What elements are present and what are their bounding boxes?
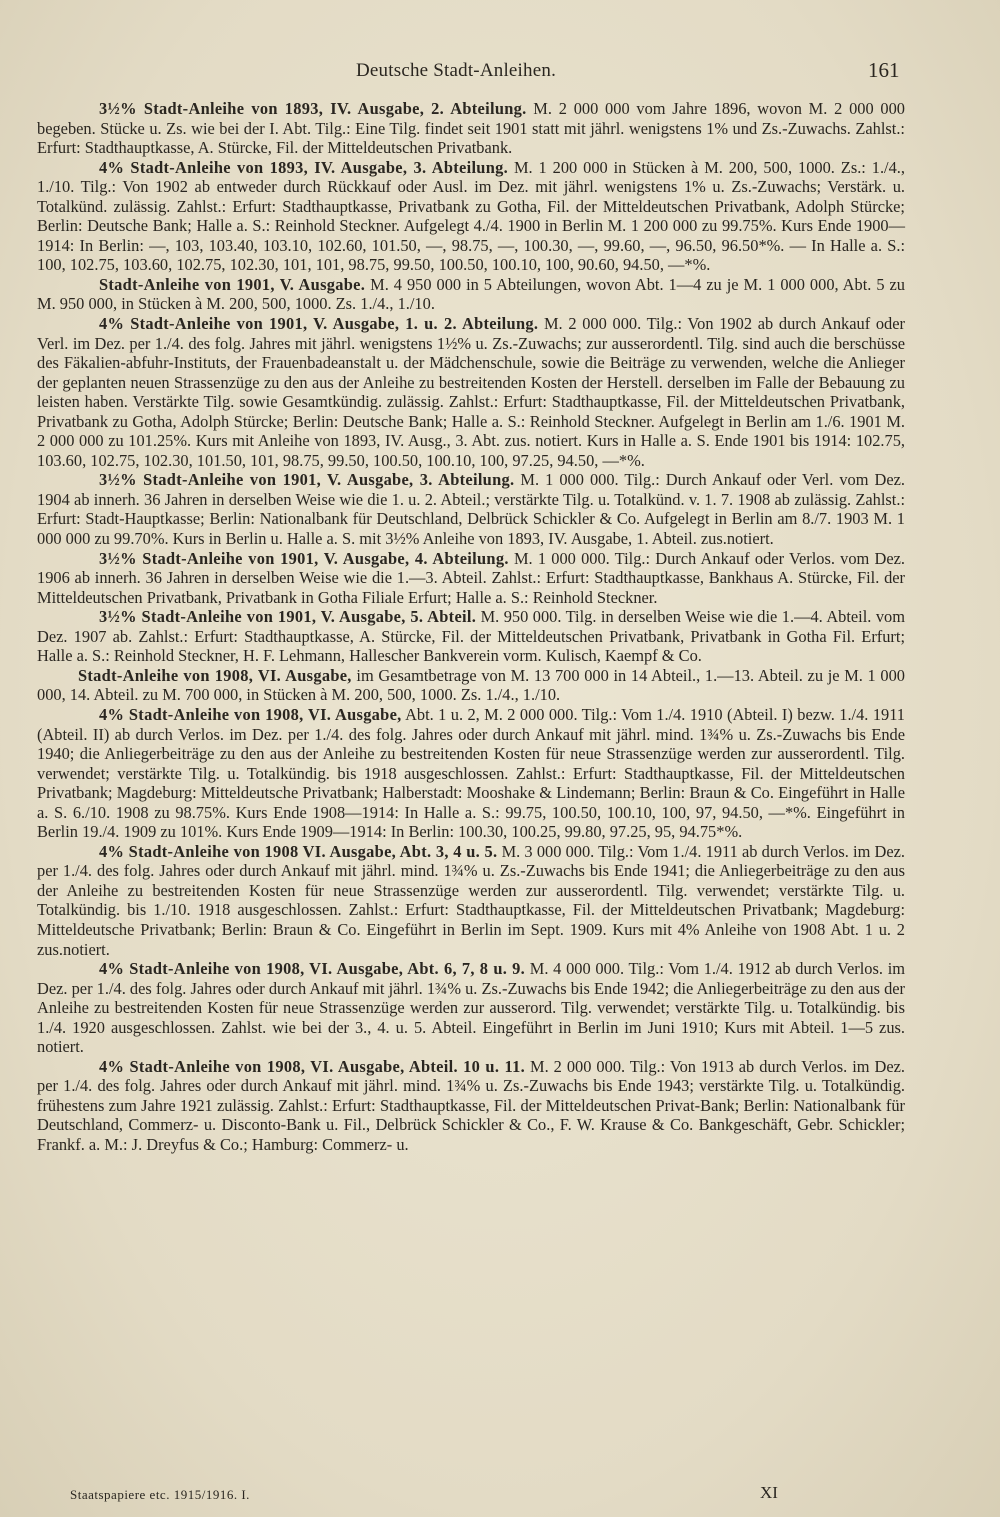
entry-text: M. 3 000 000. Tilg.: Vom 1./4. 1911 ab durch Verlos. im Dez. per 1./4. des folg. Jahres oder durch Ankauf mit jährl. mind. 1¾% u. Zs.-Zuwachs bis Ende 1941; die Anliegerbeiträge zu den aus der Anleihe zu bestreitenden Kosten für neue Strassenzüge werden zur ausserordentl. Tilg. verwendet; verstärkte Tilg. u. Totalkündig. bis 1./10. 1918 ausgeschlossen. Zahlst.: Erfurt: Stadthauptkasse, Fil. der Mitteldeutschen Privatbank; Magdeburg: Mitteldeutsche Privatbank; Berlin: Braun & Co. Eingeführt in Berlin im Sept. 1909. Kurs mit 4% Anleihe von 1908 Abt. 1 u. 2 zus.notiert. <box>37 841 905 959</box>
entry-1901-v-5 <box>37 607 905 666</box>
entry-1908-vi-3-5 <box>37 842 905 959</box>
entry-heading: 4% Stadt-Anleihe von 1901, V. Ausgabe, 1. u. 2. Abteilung. <box>99 314 539 334</box>
entry-text: M. 950 000. Tilg. in derselben Weise wie die 1.—4. Abteil. vom Dez. 1907 ab. Zahlst.: Erfurt: Stadthauptkasse, A. Stürcke, Fil. der Mitteldeutschen Privatbank, Privatbank in Gotha Fil. Erfurt; Halle a. S.: Reinhold Steckner, H. F. Lehmann, Hallescher Bankverein vorm. Kulisch, Kaempf & Co. <box>37 607 905 666</box>
entry-heading: 4% Stadt-Anleihe von 1908 VI. Ausgabe, Abt. 3, 4 u. 5. <box>99 841 498 861</box>
entry-1908-vi-1-2 <box>37 705 905 842</box>
entry-1908-vi-6-9 <box>37 959 905 1057</box>
entry-heading: 3½% Stadt-Anleihe von 1901, V. Ausgabe, 5. Abteil. <box>99 607 477 627</box>
entry-text: Abt. 1 u. 2, M. 2 000 000. Tilg.: Vom 1./4. 1910 (Abteil. I) bezw. 1./4. 1911 (Abteil. II) ab durch Verlos. im Dez. per 1./4. des folg. Jahres oder durch Ankauf mit jährl. mind. 1¾% u. Zs.-Zuwachs bis Ende 1940; die Anliegerbeiträge zu den aus der Anleihe zu bestreitenden Kosten für neue Strassenzüge werden zur ausserordentl. Tilg. verwendet; verstärkte Tilg. u. Totalkündig. bis 1918 ausgeschlossen. Zahlst.: Erfurt: Stadthauptkasse, Fil. der Mitteldeutschen Privatbank; Magdeburg: Mitteldeutsche Privatbank; Halberstadt: Mooshake & Lindemann; Berlin: Braun & Co. Eingeführt in Halle a. S. 6./10. 1908 zu 98.75%. Kurs Ende 1908—1914: In Halle a. S.: 99.75, 100.50, 100.10, 100, 97, 94.50, —*%. Eingeführt in Berlin 19./4. 1909 zu 101%. Kurs Ende 1909—1914: In Berlin: 100.30, 100.25, 99.80, 97.25, 95, 94.75*%. <box>37 704 905 842</box>
entry-1901-v-4 <box>37 549 905 608</box>
entry-1901-v <box>37 275 905 314</box>
entry-text: M. 2 000 000 vom Jahre 1896, wovon M. 2 000 000 begeben. Stücke u. Zs. wie bei der I. Abt. Tilg.: Eine Tilg. findet seit 1901 statt mit jährl. wenigstens 1% und Zs.-Zuwachs. Zahlst.: Erfurt: Stadthauptkasse, A. Stürcke, Fil. der Mitteldeutschen Privatbank. <box>37 99 905 158</box>
entry-text: im Gesamtbetrage von M. 13 700 000 in 14 Abteil., 1.—13. Abteil. zu je M. 1 000 000, 14. Abteil. zu M. 700 000, in Stücken à M. 200, 500, 1000. Zs. 1./4., 1./10. <box>37 665 905 705</box>
document-body <box>37 99 905 1155</box>
entry-text: M. 4 000 000. Tilg.: Vom 1./4. 1912 ab durch Verlos. im Dez. per 1./4. des folg. Jahres oder durch Ankauf mit jährl. 1¾% u. Zs.-Zuwachs bis Ende 1942; die Anliegerbeiträge zu den aus der Anleihe zu bestreitenden Kosten für neue Strassenzüge werden zur ausserord. Tilg. verwendet; verstärkte Tilg. u. Totalkündig. bis 1./4. 1920 ausgeschlossen. Zahlst. wie bei der 3., 4. u. 5. Abteil. Eingeführt in Berlin im Juni 1910; Kurs mit Abteil. 1—5 zus. notiert. <box>37 959 905 1057</box>
entry-text: M. 1 200 000 in Stücken à M. 200, 500, 1000. Zs.: 1./4., 1./10. Tilg.: Von 1902 ab entweder durch Rückkauf oder Ausl. im Dez. mit jährl. wenigstens 1% u. Zs.-Zuwachs; Verstärk. u. Totalkünd. zulässig. Zahlst.: Erfurt: Stadthauptkasse, Privatbank zu Gotha, Fil. der Mitteldeutschen Privatbank, Adolph Stürcke; Berlin: Deutsche Bank; Halle a. S.: Reinhold Steckner. Aufgelegt 4./4. 1900 in Berlin M. 1 200 000 zu 99.75%. Kurs Ende 1900—1914: In Berlin: —, 103, 103.40, 103.10, 102.60, 101.50, —, 98.75, —, 100.30, —, 99.60, —, 96.50, 96.50*%. — In Halle a. S.: 100, 102.75, 103.60, 102.75, 102.30, 101, 101, 98.75, 99.50, 100.50, 100.10, 100, 90.60, 94.50, —*%. <box>37 157 905 275</box>
entry-heading: 3½% Stadt-Anleihe von 1901, V. Ausgabe, 4. Abteilung. <box>99 548 509 568</box>
entry-heading: 3½% Stadt-Anleihe von 1893, IV. Ausgabe, 2. Abteilung. <box>99 99 527 118</box>
entry-heading: 4% Stadt-Anleihe von 1908, VI. Ausgabe, Abteil. 10 u. 11. <box>99 1056 526 1076</box>
entry-heading: 4% Stadt-Anleihe von 1893, IV. Ausgabe, 3. Abteilung. <box>99 157 509 177</box>
entry-1901-v-3 <box>37 470 905 548</box>
entry-1893-iv-2 <box>37 99 905 158</box>
entry-text: M. 1 000 000. Tilg.: Durch Ankauf oder Verl. vom Dez. 1904 ab innerh. 36 Jahren in derselben Weise wie die 1. u. 2. Abteil.; verstärkte Tilg. u. Totalkünd. v. 1. 7. 1908 ab zulässig. Zahlst.: Erfurt: Stadt-Hauptkasse; Berlin: Nationalbank für Deutschland, Delbrück Schickler & Co. Aufgelegt in Berlin am 8./7. 1903 M. 1 000 000 zu 99.70%. Kurs in Berlin u. Halle a. S. mit 3½% Anleihe von 1893, IV. Ausgabe, 1. Abteil. zus.notiert. <box>37 470 905 549</box>
footer-sheet-mark: XI <box>760 1483 778 1502</box>
running-title: Deutsche Stadt-Anleihen. <box>356 60 557 81</box>
page-number: 161 <box>868 58 900 82</box>
entry-heading: 4% Stadt-Anleihe von 1908, VI. Ausgabe, Abt. 6, 7, 8 u. 9. <box>99 959 526 979</box>
entry-heading: Stadt-Anleihe von 1908, VI. Ausgabe, <box>78 665 352 685</box>
footer-signature-line: Staatspapiere etc. 1915/1916. I. <box>70 1487 250 1502</box>
entry-text: M. 4 950 000 in 5 Abteilungen, wovon Abt. 1—4 zu je M. 1 000 000, Abt. 5 zu M. 950 000, in Stücken à M. 200, 500, 1000. Zs. 1./4., 1./10. <box>37 274 905 314</box>
entry-heading: 3½% Stadt-Anleihe von 1901, V. Ausgabe, 3. Abteilung. <box>99 470 515 490</box>
entry-heading: Stadt-Anleihe von 1901, V. Ausgabe. <box>99 274 366 294</box>
entry-text: M. 1 000 000. Tilg.: Durch Ankauf oder Verlos. vom Dez. 1906 ab innerh. 36 Jahren in derselben Weise wie die 1.—3. Abteil. Zahlst.: Erfurt: Stadthauptkasse, Bankhaus A. Stürcke, Fil. der Mitteldeutschen Privatbank, Privatbank in Gotha Filiale Erfurt; Halle a. S.: Reinhold Steckner. <box>37 548 905 607</box>
entry-1893-iv-3 <box>37 158 905 275</box>
entry-1908-vi-10-11 <box>37 1057 905 1155</box>
entry-heading: 4% Stadt-Anleihe von 1908, VI. Ausgabe, <box>99 704 402 724</box>
entry-text: M. 2 000 000. Tilg.: Von 1902 ab durch Ankauf oder Verl. im Dez. per 1./4. des folg. Jahres mit jährl. wenigstens 1½% u. Zs.-Zuwachs; zur ausserordentl. Tilg. sind auch die berschüsse des Fäkalien-abfuhr-Instituts, der Frauenbadeanstalt u. der Mädchenschule, sowie die Beiträge zu verwenden, welche die Anlieger der geplanten neuen Strassenzüge zu den aus der Anleihe zu bestreitenden Kosten der Herstell. derselben im Falle der Bebauung zu leisten haben. Verstärkte Tilg. sowie Gesamtkündig. zulässig. Zahlst.: Erfurt: Stadthauptkasse, Fil. der Mitteldeutschen Privatbank, Privatbank zu Gotha, Adolph Stürcke; Berlin: Deutsche Bank; Halle a. S.: Reinhold Steckner. Aufgelegt in Berlin am 1./6. 1901 M. 2 000 000 zu 101.25%. Kurs mit Anleihe von 1893, IV. Ausg., 3. Abt. zus. notiert. Kurs in Halle a. S. Ende 1901 bis 1914: 102.75, 103.60, 102.75, 102.30, 101.50, 101, 98.75, 99.50, 100.50, 100.10, 100, 97.25, 94.50, —*%. <box>37 314 905 470</box>
entry-text: M. 2 000 000. Tilg.: Von 1913 ab durch Verlos. im Dez. per 1./4. des folg. Jahres oder durch Ankauf mit jährl. mind. 1¾% u. Zs.-Zuwachs bis Ende 1943; verstärkte Tilg. u. Totalkündig. frühestens zum Jahre 1921 zulässig. Zahlst.: Erfurt: Stadthauptkasse, Fil. der Mitteldeutschen Privat-Bank; Berlin: Nationalbank für Deutschland, Commerz- u. Disconto-Bank u. Fil., Delbrück Schickler & Co., F. W. Krause & Co. Bankgeschäft, Gebr. Schickler; Frankf. a. M.: J. Dreyfus & Co.; Hamburg: Commerz- u. <box>37 1056 905 1154</box>
entry-1908-vi <box>37 666 905 705</box>
entry-1901-v-1-2 <box>37 314 905 470</box>
